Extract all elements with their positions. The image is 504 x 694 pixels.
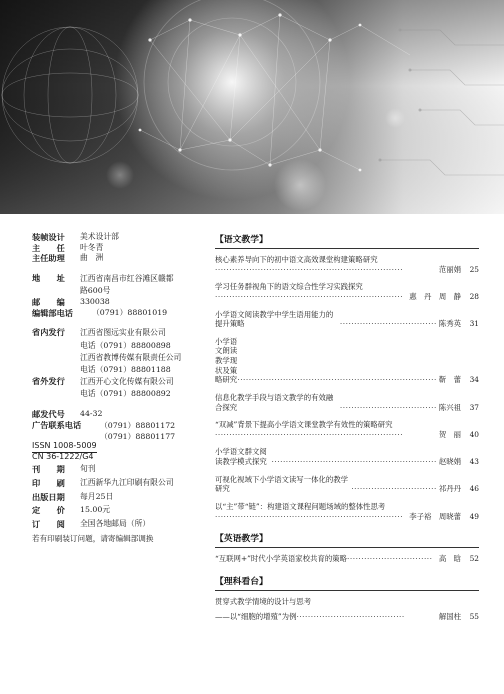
- page-number: 49: [469, 511, 479, 521]
- article-author: 陈秀英: [438, 319, 461, 329]
- pub-date-label: 出版日期: [32, 491, 65, 502]
- frequency-value: 旬刊: [80, 464, 96, 474]
- table-of-contents: [215, 232, 479, 622]
- frequency-row: [32, 464, 202, 475]
- article-title: 贯穿式教学情境的设计与思考: [215, 596, 312, 606]
- printer-label: 印 刷: [32, 478, 65, 489]
- section-heading: 【理科看台】: [215, 574, 479, 591]
- article-title: 以“主”带“链”：构建语文课程问题场域的整体性思考: [215, 501, 386, 511]
- leader-dots: ··························································: [271, 457, 437, 466]
- address-line: 江西省南昌市红谷滩区赣都: [80, 273, 174, 283]
- external-label: 省外发行: [32, 375, 65, 386]
- article-subtitle: ——以“细胞的增殖”为例: [215, 612, 297, 622]
- section-heading: 【英语教学】: [215, 531, 479, 548]
- price-label: 定 价: [32, 505, 65, 516]
- article-author: 范丽娟: [438, 264, 461, 274]
- toc-entry[interactable]: [215, 502, 479, 521]
- leader-dots: ··································································: [215, 291, 404, 301]
- article-author: 陈兴祖: [438, 402, 461, 412]
- price-value: 15.00元: [80, 505, 111, 515]
- toc-entry[interactable]: [215, 554, 479, 564]
- article-title: 小学语文群文阅读教学模式探究: [215, 447, 267, 466]
- tech-globe-illustration: [0, 0, 504, 214]
- masthead-info: [32, 232, 202, 544]
- design-value: 美术设计部: [80, 232, 119, 241]
- leader-dots: ··································: [339, 402, 437, 412]
- leader-dots: ··································································: [215, 511, 404, 521]
- subscribe-label: 订 阅: [32, 518, 65, 529]
- article-author: 祁丹丹: [438, 484, 461, 494]
- page-number: 25: [469, 264, 479, 274]
- toc-entry[interactable]: [215, 393, 479, 412]
- subscribe-row: [32, 519, 202, 530]
- distributor-phone: 电话（0791）88800898: [80, 340, 171, 350]
- article-author: 解国柱: [438, 612, 461, 622]
- toc-entry[interactable]: [215, 282, 479, 301]
- frequency-label: 刊 期: [32, 464, 65, 475]
- ad-phone-value: （0791）88801172: [100, 420, 176, 430]
- director-value: 叶冬青: [80, 242, 104, 252]
- address-label: 地 址: [32, 272, 65, 283]
- distributor-phone: 电话（0791）88800892: [80, 388, 171, 398]
- cn-number: CN 36-1222/G4: [32, 451, 94, 461]
- toc-entry[interactable]: [215, 255, 479, 274]
- domestic-label: 省内发行: [32, 327, 65, 338]
- cover-banner: [0, 0, 504, 214]
- ad-phone-row: [32, 420, 202, 432]
- page-number: 31: [469, 319, 479, 329]
- leader-dots: ··································································: [215, 429, 404, 439]
- issn-block: [32, 442, 202, 462]
- article-author: 赵晓娟: [438, 457, 461, 466]
- article-author: 贺 丽: [438, 429, 461, 439]
- section-heading: 【语文教学】: [215, 232, 479, 249]
- pub-date-row: [32, 492, 202, 503]
- article-title: 小学语文朗读教学现状及策略研究: [215, 336, 238, 385]
- toc-entry[interactable]: [215, 420, 479, 439]
- postal-code-label: 邮发代号: [32, 408, 65, 419]
- page-number: 43: [469, 457, 479, 466]
- leader-dots: ······································································: [237, 375, 437, 385]
- page-number: 55: [469, 612, 479, 622]
- printer-row: [32, 478, 202, 489]
- article-author: 李子裕 周晓蕾: [409, 511, 461, 521]
- editorial-phone-value: （0791）88801019: [92, 307, 168, 317]
- leader-dots: ······························: [347, 554, 433, 564]
- address-line: 路600号: [80, 286, 111, 296]
- ad-phone-value: （0791）88801177: [100, 431, 176, 441]
- editorial-phone-row: [32, 308, 202, 319]
- page-number: 46: [469, 484, 479, 494]
- article-author: 靳 蕾: [438, 375, 461, 385]
- leader-dots: ······································: [296, 612, 405, 622]
- assistant-value: 曲 洲: [80, 253, 104, 263]
- design-row: [32, 232, 202, 243]
- toc-entry[interactable]: [215, 475, 479, 494]
- article-title: 核心素养导向下的初中语文高效课堂构建策略研究: [215, 255, 378, 264]
- editorial-phone-label: 编辑部电话: [32, 307, 73, 318]
- postcode-value: 330038: [80, 297, 110, 307]
- leader-dots: ··································································: [215, 264, 404, 274]
- leader-dots: ······························: [351, 484, 437, 494]
- postcode-row: [32, 297, 202, 308]
- ad-phone-label: 广告联系电话: [32, 419, 82, 430]
- article-author: 高 晗: [438, 554, 461, 564]
- distributor-name: 江西省图远实业有限公司: [80, 328, 166, 338]
- article-title: 学习任务群视角下的语文综合性学习实践探究: [215, 282, 363, 292]
- toc-entry[interactable]: [215, 447, 479, 466]
- print-issue-notice: 若有印刷装订问题，请寄编辑部调换: [32, 533, 154, 543]
- page-number: 40: [469, 429, 479, 439]
- toc-entry[interactable]: [215, 310, 479, 329]
- distributor-name: 江西省教博传媒有限责任公司: [80, 352, 182, 362]
- distributor-phone: 电话（0791）88801188: [80, 364, 171, 374]
- domestic-distribution-row: [32, 327, 202, 375]
- price-row: [32, 505, 202, 516]
- external-distribution-row: [32, 376, 202, 400]
- page-number: 28: [469, 291, 479, 301]
- article-title: 信息化教学手段与语文教学的有效融合探究: [215, 392, 334, 412]
- toc-entry[interactable]: [215, 597, 479, 622]
- postcode-label: 邮 编: [32, 297, 65, 308]
- issn-number: ISSN 1008-5009: [32, 442, 97, 453]
- article-title: 可视化视域下小学语文读写一体化的教学研究: [215, 474, 349, 494]
- article-title: “互联网+”时代小学英语家校共育的策略: [215, 554, 348, 564]
- subscribe-value: 全国各地邮局（所）: [80, 518, 151, 528]
- printer-value: 江西新华九江印刷有限公司: [80, 478, 174, 488]
- postal-code-row: [32, 409, 202, 420]
- pub-date-value: 每月25日: [80, 491, 114, 501]
- article-title: 小学语文阅读教学中学生语用能力的提升策略: [215, 309, 334, 329]
- article-author: 惠 丹 周 静: [409, 291, 461, 301]
- article-title: “双减”背景下提高小学语文课堂教学有效性的策略研究: [215, 420, 393, 430]
- postal-code-value: 44-32: [80, 408, 103, 418]
- page-number: 37: [469, 402, 479, 412]
- leader-dots: ··································: [339, 319, 437, 329]
- page-number: 52: [469, 554, 479, 564]
- director-label: 主 任: [32, 242, 65, 253]
- address-row: [32, 273, 202, 297]
- design-label: 装帧设计: [32, 232, 65, 242]
- assistant-row: [32, 253, 202, 264]
- page-number: 34: [469, 375, 479, 385]
- director-row: [32, 243, 202, 254]
- toc-entry[interactable]: [215, 337, 479, 385]
- distributor-name: 江西开心文化传媒有限公司: [80, 376, 174, 386]
- assistant-label: 主任助理: [32, 253, 65, 264]
